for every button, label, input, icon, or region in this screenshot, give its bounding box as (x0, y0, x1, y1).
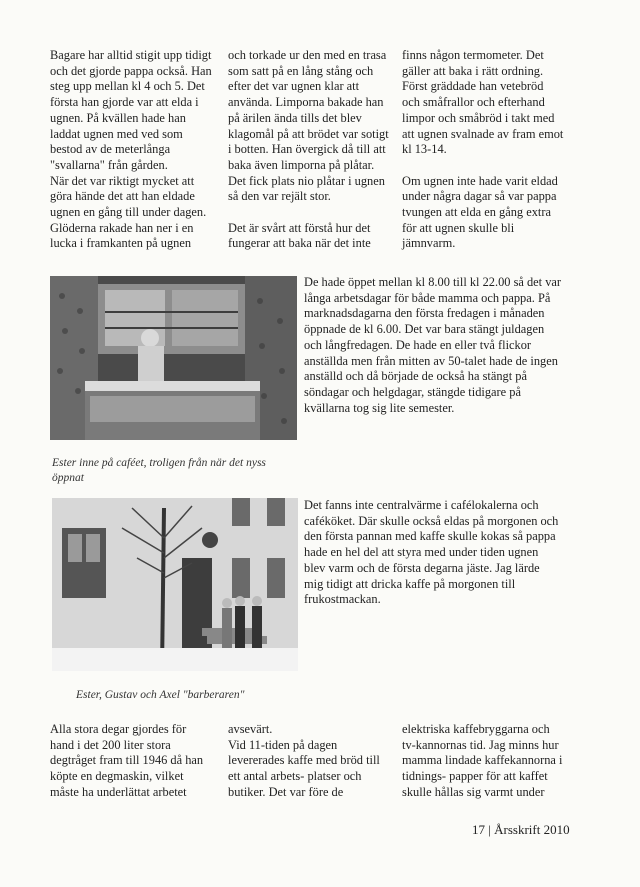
bottom-column-3: elektriska kaffebryggarna och tv-kannornas tid. Jag minns hur mamma lindade kaffekannorna i tidnings- papper för att kaffet skulle hållas sig varmt under (402, 722, 563, 799)
cafe-interior-photo (50, 276, 297, 440)
cafe-interior-photo-image (50, 276, 297, 440)
page-footer: 17 | Årsskrift 2010 (472, 822, 570, 837)
top-column-3: finns någon termometer. Det gäller att baka i rätt ordning. Först gräddade han vetebröd och småfrallor och efterhand limpor och småbröd i takt med att ugnen svalnade av fram emot kl 13-14. Om ugnen inte hade varit eldad under några dagar så var pappa tvungen att elda en gång extra för att ugnen skulle bli jämnvarm. (402, 48, 564, 251)
section-1-text: De hade öppet mellan kl 8.00 till kl 22.00 så det var långa arbetsdagar för både mamma och pappa. På marknadsdagarna den första fredagen i månaden öppnade de kl 6.00. Det var bara stängt juldagen och långfredagen. De hade en eller två flickor anställda men från mitten av 50-talet hade de ingen anställd och då började de också ha stängt på söndagar och helgdagar, stängde tidigare på kvällarna tog sig lite semester. (304, 275, 562, 415)
bottom-column-2: avsevärt. Vid 11-tiden på dagen levererades kaffe med bröd till ett antal arbets- platser och butiker. Det var före de (228, 722, 380, 799)
section-2-text: Det fanns inte centralvärme i cafélokalerna och caféköket. Där skulle också eldas på morgonen och den första pannan med kaffe skulle kokas så pappa hade en hel del att styra med under tiden ugnen blev varm och de första degarna jäste. Jag lärde mig tidigt att dricka kaffe på morgonen till frukostmackan. (304, 498, 559, 607)
top-column-2: och torkade ur den med en trasa som satt på en lång stång och efter det var ugnen klar att använda. Limporna bakade han på ärilen ända tills det blev klagomål på att brödet var sotigt i botten. Han övergick då till att baka även limporna på plåtar. Det fick plats nio plåtar i ugnen så den var rejält stor. Det är svårt att förstå hur det fungerar att baka när det inte (228, 48, 389, 251)
building-exterior-photo (52, 498, 298, 671)
cafe-interior-caption: Ester inne på caféet, troligen från när det nyss öppnat (52, 457, 266, 484)
building-exterior-caption: Ester, Gustav och Axel "barberaren" (76, 689, 245, 701)
bottom-column-1: Alla stora degar gjordes för hand i det 200 liter stora degtråget fram till 1946 då han köpte en degmaskin, vilket måste ha underlättat arbetet (50, 722, 204, 799)
building-exterior-photo-image (52, 498, 298, 671)
top-column-1: Bagare har alltid stigit upp tidigt och det gjorde pappa också. Han steg upp mellan kl 4 och 5. Det första han gjorde var att elda i ugnen. På kvällen hade han laddat ugnen med ved som bestod av de meterlånga "svallarna" från gården. När det var riktigt mycket att göra hände det att han eldade ugnen en gång till under dagen. Glöderna rakade han ner i en lucka i framkanten på ugnen (50, 48, 212, 251)
